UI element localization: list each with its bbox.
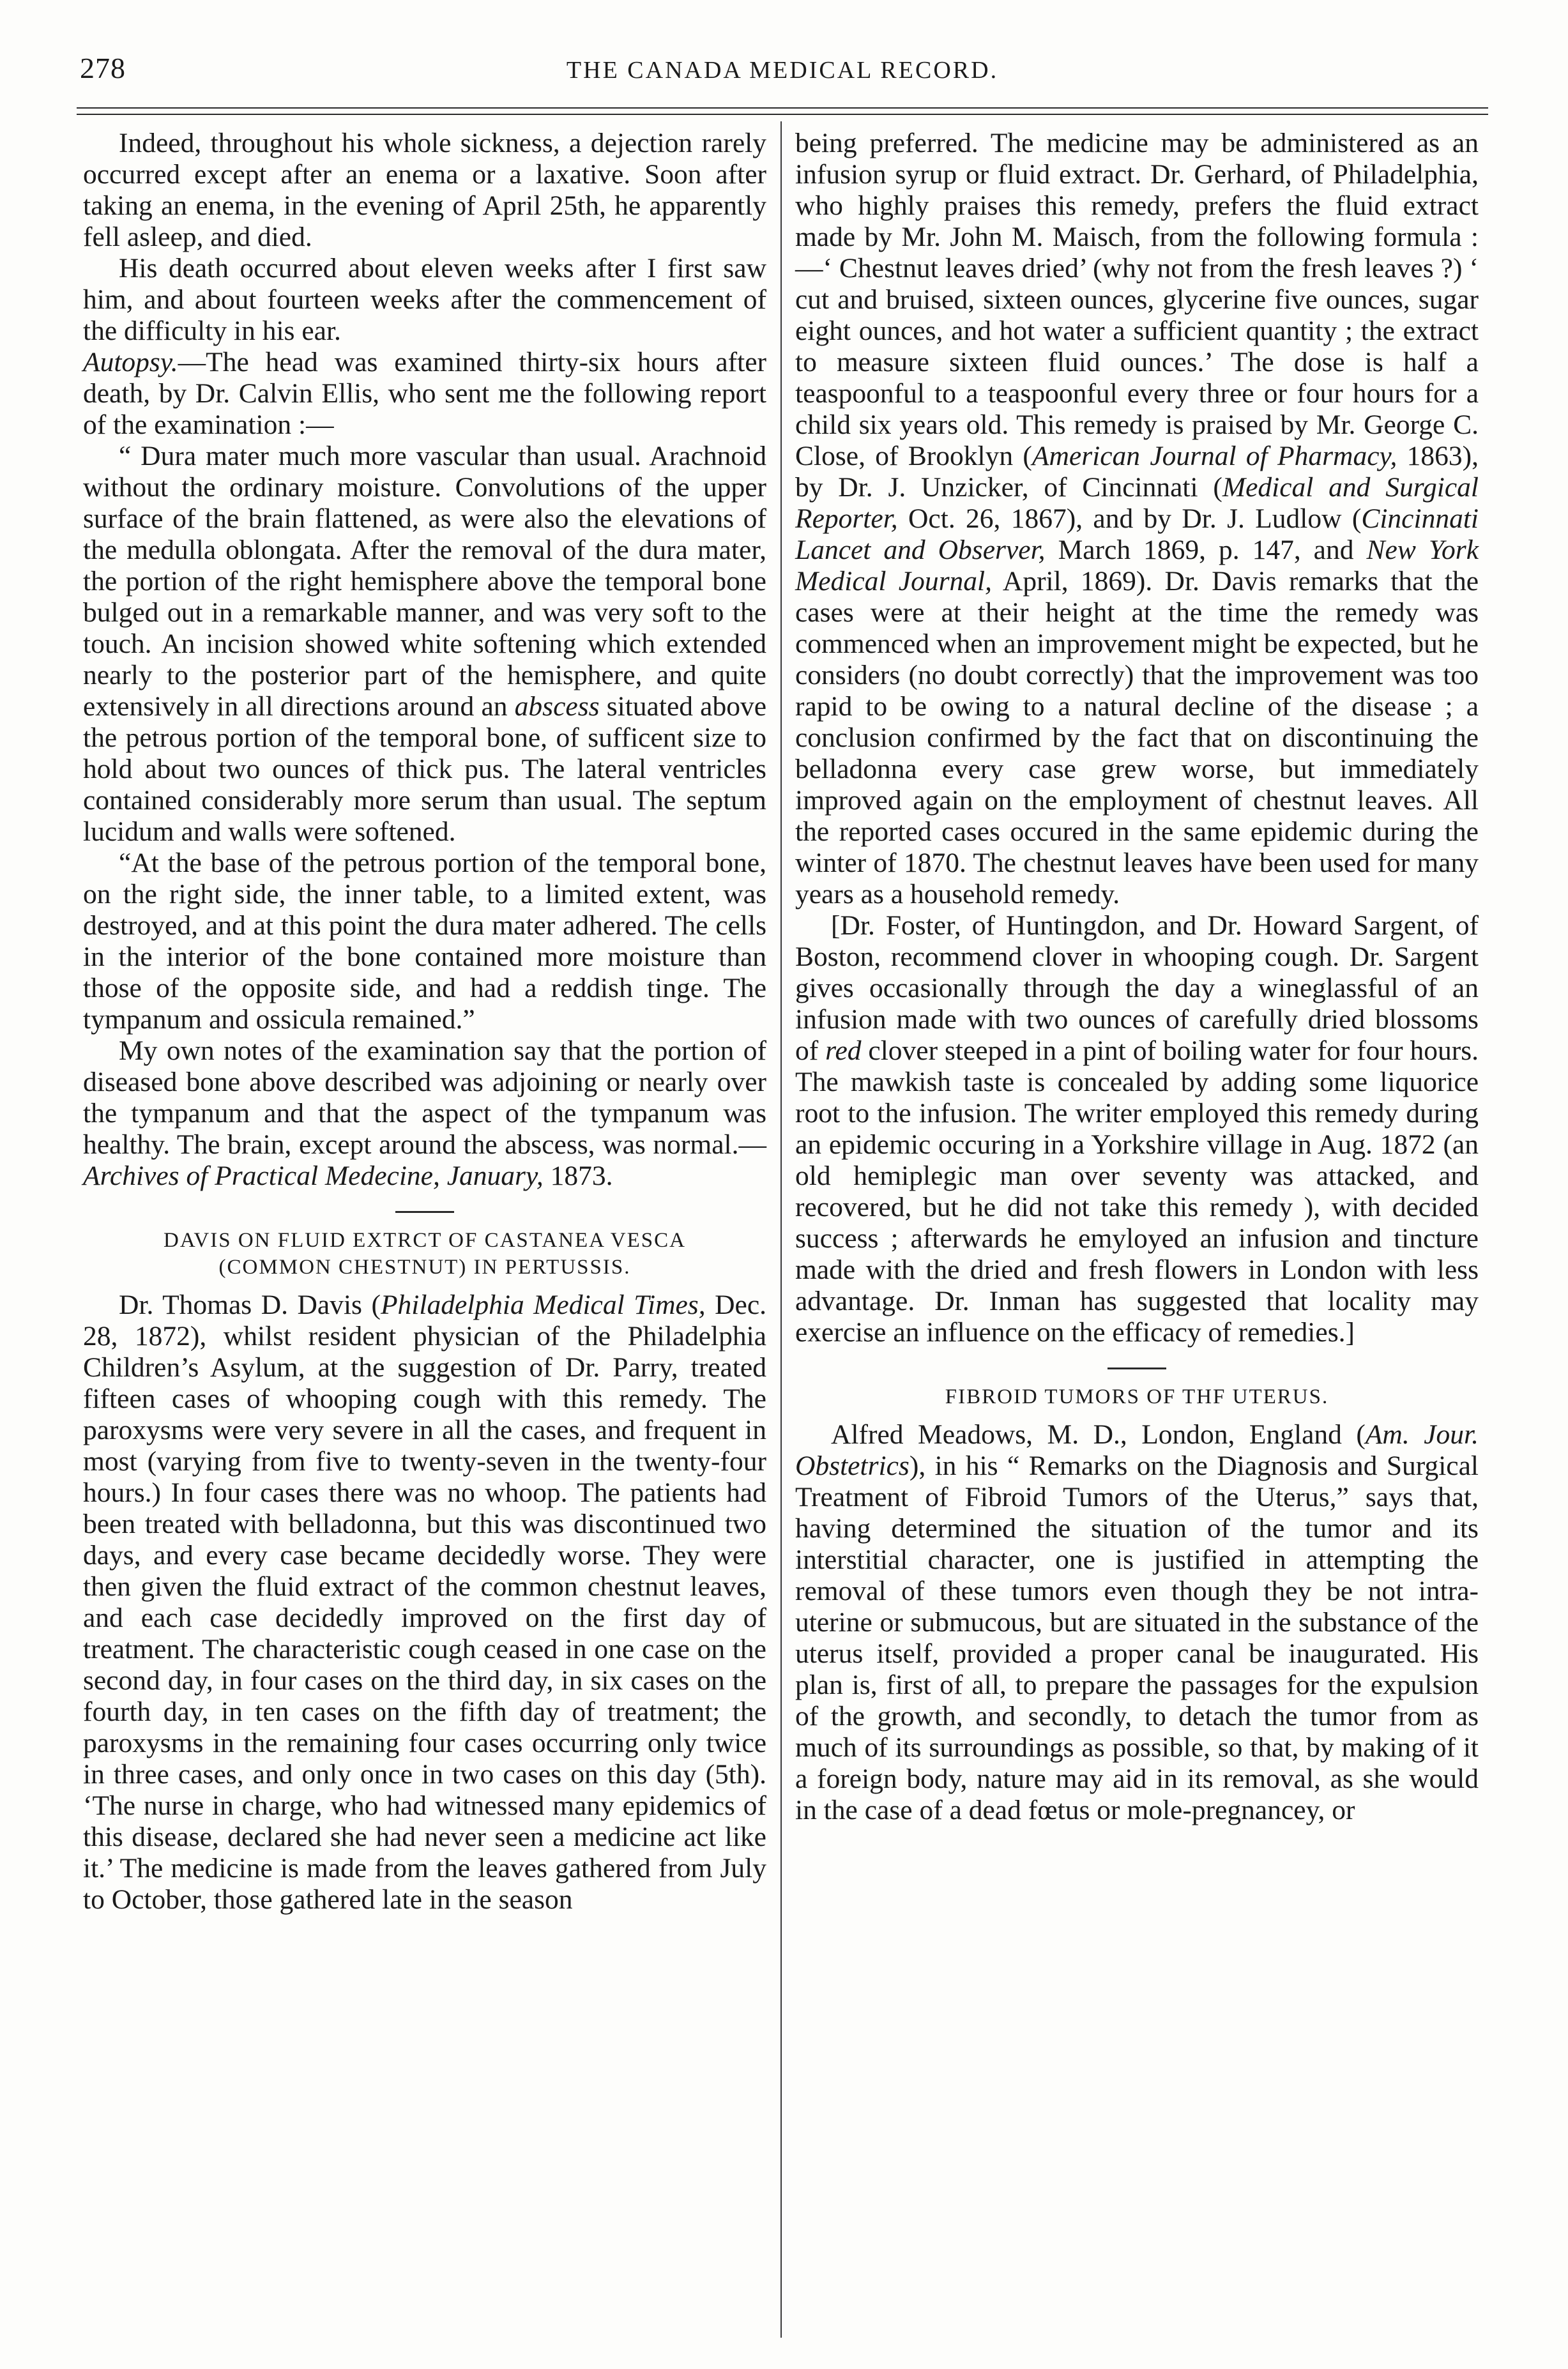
right-column: [795, 128, 1479, 1826]
page-header: [80, 51, 1485, 96]
journal-citation: Philadelphia Medical Times,: [380, 1290, 706, 1320]
left-column: [83, 128, 766, 1916]
meadows-paragraph: Alfred Meadows, M. D., London, England (Am. Jour. Obstetrics), in his “ Remarks on the Diagnosis and Surgical Treatment of Fibroid Tumors of the Uterus,” says that, having determined the situation of the tumor and its interstitial character, one is justified in attempting the removal of these tumors even though they be not intra-uterine or submucous, but are situated in the substance of the uterus itself, provided a proper canal be inaugurated. His plan is, first of all, to prepare the passages for the expulsion of the growth, and secondly, to detach the tumor from as much of its surroundings as possible, so that, by making of it a foreign body, nature may aid in its removal, as she would in the case of a dead fœtus or mole-pregnancey, or: [795, 1419, 1479, 1825]
header-rule-top: [77, 107, 1488, 109]
journal-citation: New York Medical Journal,: [795, 535, 1479, 597]
journal-citation: Am. Jour. Obstetrics: [795, 1419, 1479, 1481]
column-divider: [780, 121, 782, 2338]
section-title: FIBROID TUMORS OF THF UTERUS.: [945, 1385, 1329, 1408]
paragraph: Indeed, throughout his whole sickness, a dejection rarely occurred except after an enema or a laxative. Soon after taking an enema, in the evening of April 25th, he apparently fell asleep, and died.: [83, 128, 766, 252]
report-paragraph: “ Dura mater much more vascular than usual. Arachnoid without the ordinary moisture. Convolutions of the upper surface of the brain flattened, as were also the elevations of the medulla oblongata. After the removal of the dura mater, the portion of the right hemisphere above the temporal bone bulged out in a remarkable manner, and was very soft to the touch. An incision showed white softening which extended nearly to the posterior part of the hemisphere, and quite extensively in all directions around an abscess situated above the petrous portion of the temporal bone, of sufficent size to hold about two ounces of thick pus. The lateral ventricles contained considerably more serum than usual. The septum lucidum and walls were softened.: [83, 441, 767, 847]
report-paragraph: “At the base of the petrous portion of the temporal bone, on the right side, the inner table, to a limited extent, was destroyed, and at this point the dura mater adhered. The cells in the interior of the bone contained more moisture than those of the opposite side, and had a reddish tinge. The tympanum and ossicula remained.”: [83, 848, 766, 1035]
editorial-note: [Dr. Foster, of Huntingdon, and Dr. Howard Sargent, of Boston, recommend clover in whooping cough. Dr. Sargent gives occasionally through the day a wineglassful of an infusion made with two ounces of carefully dried blossoms of red clover steeped in a pint of boiling water for four hours. The mawkish taste is concealed by adding some liquorice root to the infusion. The writer employed this remedy during an epidemic occuring in a Yorkshire village in Aug. 1872 (an old hemiplegic man over seventy was attacked, and recovered, but he did not take this remedy ), with decided success ; afterwards he emyloyed an infusion and tincture made with the dried and fresh flowers in London with less advantage. Dr. Inman has suggested that locality may exercise an influence on the efficacy of remedies.]: [795, 910, 1479, 1348]
section-separator: [1107, 1367, 1166, 1369]
notes-paragraph: My own notes of the examination say that the portion of diseased bone above described was adjoining or nearly over the tympanum and that the aspect of the tympanum was healthy. The brain, except around the abscess, was normal.—Archives of Practical Medecine, January, 1873.: [83, 1035, 766, 1191]
paragraph: His death occurred about eleven weeks after I first saw him, and about fourteen weeks after the commencement of the difficulty in his ear.: [83, 253, 766, 346]
journal-citation: Cincinnati Lancet and Observer,: [795, 503, 1479, 565]
davis-paragraph: Dr. Thomas D. Davis (Philadelphia Medical Times, Dec. 28, 1872), whilst resident physician of the Philadelphia Children’s Asylum, at the suggestion of Dr. Parry, treated fifteen cases of whooping cough with this remedy. The paroxysms were very severe in all the cases, and frequent in most (varying from five to twenty-seven in the twenty-four hours.) In four cases there was no whoop. The patients had been treated with belladonna, but this was discontinued two days, and every case became decidedly worse. They were then given the fluid extract of the common chestnut leaves, and each case decidedly improved on the first day of treatment. The characteristic cough ceased in one case on the second day, in four cases on the third day, in six cases on the fourth day, in ten cases on the fifth day of treatment; the paroxysms in the remaining four cases occurring only twice in three cases, and only once in two cases on this day (5th). ‘The nurse in charge, who had witnessed many epidemics of this disease, declared she had never seen a medicine act like it.’ The medicine is made from the leaves gathered from July to October, those gathered late in the season: [83, 1290, 767, 1915]
citation-source: Archives of Practical Medecine, January,: [83, 1161, 544, 1191]
continued-paragraph: being preferred. The medicine may be administered as an infusion syrup or fluid extract. Dr. Gerhard, of Philadelphia, who highly praises this remedy, prefers the fluid extract made by Mr. John M. Maisch, from the following formula :—‘ Chestnut leaves dried’ (why not from the fresh leaves ?) ‘ cut and bruised, sixteen ounces, glycerine five ounces, sugar eight ounces, and hot water a sufficient quantity ; the extract to measure sixteen fluid ounces.’ The dose is half a teaspoonful to a teaspoonful every three or four hours for a child six years old. This remedy is praised by Mr. George C. Close, of Brooklyn (American Journal of Pharmacy, 1863), by Dr. J. Unzicker, of Cincinnati (Medical and Surgical Reporter, Oct. 26, 1867), and by Dr. J. Ludlow (Cincinnati Lancet and Observer, March 1869, p. 147, and New York Medical Journal, April, 1869). Dr. Davis remarks that the cases were at their height at the time the remedy was commenced when an improvement might be expected, but he considers (no doubt correctly) that the improvement was too rapid to be owing to a natural decline of the disease ; a conclusion confirmed by the fact that on discontinuing the belladonna every case grew worse, but immediately improved again on the employment of chestnut leaves. All the reported cases occured in the same epidemic during the winter of 1870. The chestnut leaves have been used for many years as a household remedy.: [795, 128, 1479, 910]
autopsy-text: —The head was examined thirty-six hours after death, by Dr. Calvin Ellis, who sent me the following report of the examination :—: [83, 347, 766, 440]
abscess-emphasis: abscess: [514, 691, 600, 722]
section-separator: [395, 1211, 454, 1213]
header-rule-bottom: [77, 114, 1488, 115]
autopsy-label: Autopsy.: [83, 347, 178, 377]
journal-citation: Medical and Surgical Reporter,: [795, 472, 1479, 534]
page-number: 278: [80, 52, 126, 84]
journal-title: THE CANADA MEDICAL RECORD.: [566, 57, 999, 84]
autopsy-paragraph: [83, 347, 766, 441]
section-title: DAVIS ON FLUID EXTRCT OF CASTANEA VESCA (COMMON CHESTNUT) IN PERTUSSIS.: [164, 1229, 686, 1279]
journal-citation: American Journal of Pharmacy,: [1031, 441, 1397, 471]
red-emphasis: red: [825, 1035, 862, 1066]
